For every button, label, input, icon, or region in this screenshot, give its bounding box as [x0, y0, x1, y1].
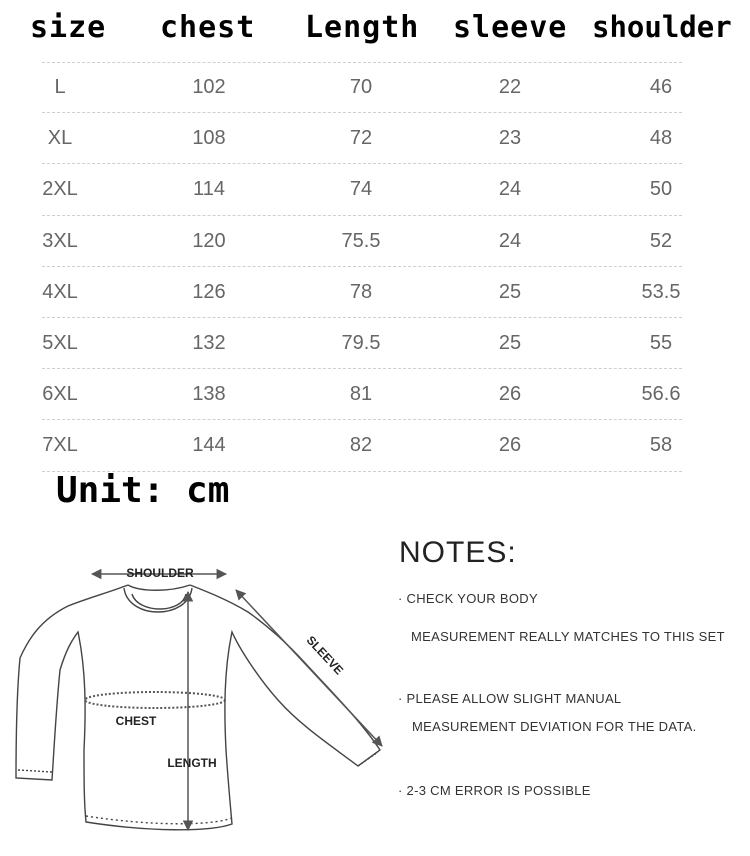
- cell-length: 70: [349, 76, 373, 98]
- cell-chest: 120: [192, 229, 226, 252]
- cell-chest: 108: [192, 127, 226, 150]
- cell-size: 7XL: [42, 434, 78, 457]
- cell-sleeve: 25: [498, 280, 522, 303]
- cell-shoulder: 48: [649, 127, 673, 150]
- cell-sleeve: 26: [498, 434, 522, 457]
- cell-chest: 102: [192, 76, 226, 98]
- table-row: [0, 62, 750, 113]
- cell-chest: 138: [192, 383, 226, 406]
- length-label: LENGTH: [167, 756, 217, 770]
- table-row: [0, 420, 750, 471]
- note-line: · CHECK YOUR BODY: [398, 591, 538, 606]
- table-row: [0, 216, 750, 267]
- shoulder-label: SHOULDER: [126, 566, 194, 580]
- cell-length: 78: [349, 280, 373, 303]
- cell-shoulder: 46: [649, 76, 673, 98]
- unit-label: Unit: cm: [56, 470, 230, 511]
- cell-size: 2XL: [42, 178, 78, 201]
- cell-size: 5XL: [42, 331, 78, 354]
- cell-size: XL: [47, 127, 73, 150]
- cell-length: 79.5: [341, 331, 381, 354]
- note-line: MEASUREMENT REALLY MATCHES TO THIS SET: [411, 629, 725, 644]
- cell-size: L: [54, 76, 66, 98]
- table-row: [0, 113, 750, 164]
- table-row: [0, 267, 750, 318]
- cell-shoulder: 52: [649, 229, 673, 252]
- cell-shoulder: 50: [649, 178, 673, 201]
- table-row: [0, 369, 750, 420]
- note-line: · 2-3 CM ERROR IS POSSIBLE: [398, 783, 591, 798]
- header-sleeve: sleeve: [453, 10, 568, 45]
- cell-shoulder: 55: [649, 331, 673, 354]
- cell-length: 81: [349, 383, 373, 406]
- header-size: size: [30, 10, 107, 45]
- cell-chest: 144: [192, 434, 226, 457]
- note-line: · PLEASE ALLOW SLIGHT MANUAL: [398, 691, 622, 706]
- shirt-measurement-diagram: [0, 540, 395, 856]
- cell-sleeve: 26: [498, 383, 522, 406]
- cell-chest: 126: [192, 280, 226, 303]
- cell-length: 72: [349, 127, 373, 150]
- cell-length: 82: [349, 434, 373, 457]
- table-row: [0, 164, 750, 215]
- cell-sleeve: 22: [498, 76, 522, 98]
- cell-size: 4XL: [42, 280, 78, 303]
- cell-sleeve: 25: [498, 331, 522, 354]
- cell-shoulder: 53.5: [641, 280, 681, 303]
- measurement-lines: [85, 574, 382, 830]
- cell-sleeve: 24: [498, 178, 522, 201]
- cell-sleeve: 23: [498, 127, 522, 150]
- cell-size: 6XL: [42, 383, 78, 406]
- table-row: [0, 318, 750, 369]
- cell-shoulder: 58: [649, 434, 673, 457]
- header-length: Length: [305, 10, 420, 45]
- cell-shoulder: 56.6: [641, 383, 681, 406]
- header-shoulder: shoulder: [592, 10, 732, 44]
- cell-chest: 114: [193, 178, 225, 201]
- cell-chest: 132: [192, 331, 226, 354]
- notes-title: NOTES:: [399, 536, 517, 569]
- size-table: [0, 62, 750, 472]
- cell-length: 74: [349, 178, 373, 201]
- cell-sleeve: 24: [498, 229, 522, 252]
- cell-size: 3XL: [42, 229, 78, 252]
- shirt-outline: [16, 585, 380, 830]
- note-line: MEASUREMENT DEVIATION FOR THE DATA.: [412, 719, 697, 734]
- cell-length: 75.5: [341, 229, 381, 252]
- chest-label: CHEST: [115, 714, 157, 728]
- header-chest: chest: [160, 10, 256, 45]
- sleeve-label: SLEEVE: [303, 633, 347, 678]
